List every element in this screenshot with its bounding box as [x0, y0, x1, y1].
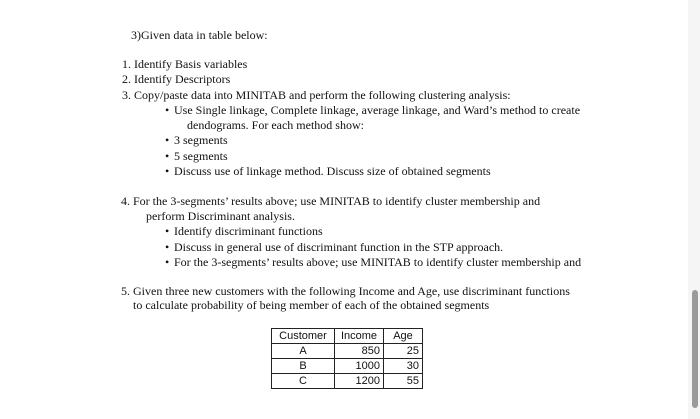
bullet-discuss-linkage: • Discuss use of linkage method. Discuss size of obtained segments: [174, 164, 491, 178]
cell-age: 25: [384, 344, 423, 359]
cell-age: 55: [384, 374, 423, 389]
column-header-income: Income: [335, 329, 384, 344]
list-item-1: 1. Identify Basis variables: [122, 57, 248, 71]
cell-customer: C: [272, 374, 335, 389]
cell-customer: B: [272, 359, 335, 374]
list-item-4-cont: perform Discriminant analysis.: [146, 209, 295, 223]
bullet-discriminant-functions: • Identify discriminant functions: [174, 224, 323, 238]
table-row: [272, 374, 423, 389]
table-row: [272, 359, 423, 374]
list-item-2: 2. Identify Descriptors: [122, 72, 231, 86]
cell-income: 1200: [335, 374, 384, 389]
list-item-4: 4. For the 3-segments’ results above; use MINITAB to identify cluster membership and: [121, 194, 541, 208]
question-heading: 3)Given data in table below:: [131, 28, 268, 42]
bullet-stp-approach: • Discuss in general use of discriminant function in the STP approach.: [174, 240, 503, 254]
vertical-scrollbar[interactable]: [692, 290, 698, 408]
cell-income: 1000: [335, 359, 384, 374]
cell-income: 850: [335, 344, 384, 359]
cell-customer: A: [272, 344, 335, 359]
bullet-linkage-methods: • Use Single linkage, Complete linkage, average linkage, and Ward’s method to create: [174, 103, 580, 117]
column-header-age: Age: [384, 329, 423, 344]
list-item-5: 5. Given three new customers with the following Income and Age, use discriminant functions: [121, 284, 570, 298]
table-row: [272, 344, 423, 359]
bullet-linkage-methods-cont: dendograms. For each method show:: [187, 118, 364, 132]
bullet-5-segments: • 5 segments: [174, 149, 228, 163]
bullet-3-segments: • 3 segments: [174, 133, 228, 147]
list-item-5-cont: to calculate probability of being member of each of the obtained segments: [133, 298, 490, 312]
cell-age: 30: [384, 359, 423, 374]
table-header-row: [272, 329, 423, 344]
list-item-3: 3. Copy/paste data into MINITAB and perform the following clustering analysis:: [122, 88, 511, 102]
customer-data-table: [271, 328, 423, 389]
column-header-customer: Customer: [272, 329, 335, 344]
bullet-cluster-membership: • For the 3-segments’ results above; use MINITAB to identify cluster membership and: [174, 255, 581, 269]
